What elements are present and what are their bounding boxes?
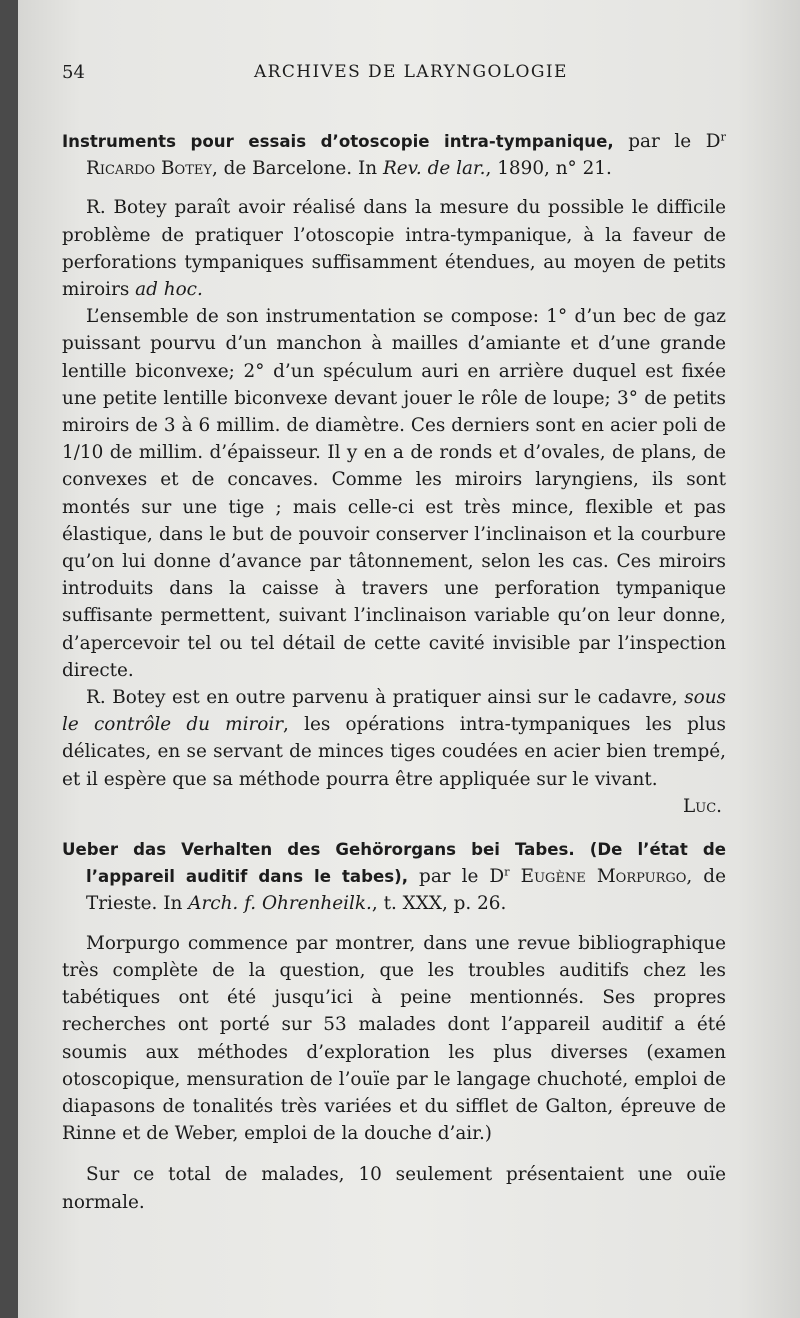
review1-journal-citation: , 1890, n° 21. — [485, 158, 612, 180]
review2-author-place: , de Trieste. In — [86, 866, 726, 915]
review1-paragraph-2: L’ensemble de son instrumentation se compose: 1° d’un bec de gaz puissant pourvu d’un manchon à mailles d’amiante et d’une grande lentille biconvexe; 2° d’un spéculum auri en arrière duquel est fixée une petite lentille biconvexe devant jouer le rôle de loupe; 3° de petits miroirs de 3 à 6 millim. de diamètre. Ces derniers sont en acier poli de 1/10 de millim. d’épaisseur. Il y en a de ronds et d’ovales, de plans, de convexes et de concaves. Comme les miroirs laryngiens, ils sont montés sur une tige ; mais celle-ci est très mince, flexible et pas élastique, dans le but de pouvoir conserver l’inclinaison et la courbure qu’on lui donne d’avance par tâtonnement, selon les cas. Ces miroirs introduits dans la caisse à travers une perforation tympanique suffisante permettent, suivant l’inclinaison variable qu’on leur donne, d’apercevoir tel ou tel détail de cette cavité invisible par l’inspection directe. — [62, 306, 726, 681]
review1-p3-italic: sous le contrôle du miroir — [62, 687, 726, 736]
page-header — [62, 62, 722, 90]
review1-author-place: , de Barcelone. In — [211, 158, 383, 180]
review1-title: Instruments pour essais d’otoscopie intra-tympanique, — [62, 132, 614, 151]
running-title: ARCHIVES DE LARYNGOLOGIE — [254, 62, 568, 82]
review1-journal: Rev. de lar. — [382, 158, 486, 180]
review2-citation — [62, 836, 726, 918]
review1-p3-end: , les opérations intra-tympaniques les plus délicates, en se servant de minces tiges coudées en acier bien trempé, et il espère que sa méthode pourra être appliquée sur le vivant. — [62, 714, 726, 790]
review1-p3-start: R. Botey est en outre parvenu à pratiquer ainsi sur le cadavre, — [86, 687, 678, 709]
review2-journal-citation: , t. XXX, p. 26. — [371, 893, 507, 915]
review2-paragraph-1: Morpurgo commence par montrer, dans une revue bibliographique très complète de la question, que les troubles auditifs chez les tabétiques ont été jusqu’ici à peine mentionnés. Ses propres recherches ont porté sur 53 malades dont l’appareil auditif a été soumis aux méthodes d’exploration les plus diverses (examen otoscopique, mensuration de l’ouïe par le langage chuchoté, emploi de diapasons de tonalités très variées et du sifflet de Galton, épreuve de Rinne et de Weber, emploi de la douche d’air.) — [62, 932, 726, 1145]
review1-signature: Luc. — [683, 795, 722, 817]
review1-author-name: Ricardo Botey — [86, 158, 212, 180]
review1-paragraph-1 — [62, 194, 726, 303]
review1-paragraph-3 — [62, 684, 726, 793]
review2-author-prefix: par le D — [419, 866, 505, 888]
review1-author-prefix: par le D — [628, 131, 721, 152]
review2-author-sup: r — [504, 865, 510, 880]
review1-p1-text: R. Botey paraît avoir réalisé dans la mesure du possible le difficile problème de pratiquer l’otoscopie intra-tympanique, à la faveur de perforations tympaniques suffisamment étendues, au moyen de petits miroirs — [62, 197, 726, 301]
page-content — [62, 128, 726, 1216]
review1-p1-italic: ad hoc. — [135, 279, 203, 301]
review2-paragraph-2: Sur ce total de malades, 10 seulement présentaient une ouïe normale. — [62, 1164, 726, 1213]
review2-title: Ueber das Verhalten des Gehörorgans bei Tabes. (De l’état de l’appareil auditif dans le tabes), — [62, 840, 726, 887]
review2-author-name: Eugène Morpurgo — [520, 866, 687, 888]
review2-journal: Arch. f. Ohrenheilk. — [188, 893, 372, 915]
page-number: 54 — [62, 62, 85, 83]
review1-citation — [62, 128, 726, 182]
book-page — [18, 0, 800, 1318]
review1-author-sup: r — [720, 129, 726, 144]
